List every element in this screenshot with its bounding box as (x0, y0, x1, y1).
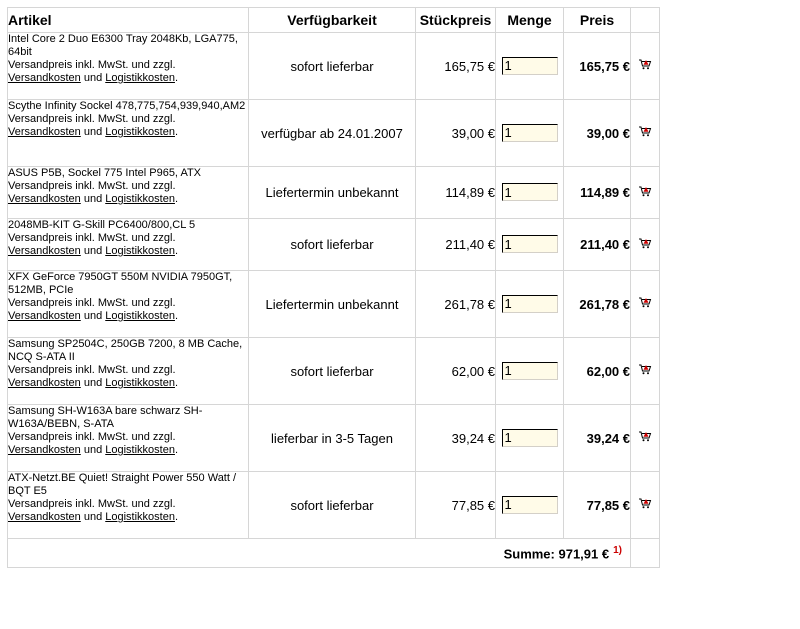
shipping-note: Versandpreis inkl. MwSt. und zzgl. (8, 431, 176, 443)
header-row (8, 8, 660, 33)
shipping-note: Versandpreis inkl. MwSt. und zzgl. (8, 180, 176, 192)
header-artikel: Artikel (8, 8, 249, 33)
quantity-input[interactable] (502, 124, 558, 142)
cart-item-action-cell (631, 219, 660, 271)
cart-item-price: 39,00 € (564, 100, 631, 167)
logistics-costs-link[interactable]: Logistikkosten (105, 444, 175, 456)
shipping-joiner: und (80, 193, 106, 205)
cart-item-price: 165,75 € (564, 33, 631, 100)
cart-item-cell (8, 472, 249, 539)
shipping-costs-link[interactable]: Versandkosten (8, 511, 81, 523)
cart-item-quantity-cell (496, 338, 564, 405)
cart-item-quantity-cell (496, 33, 564, 100)
shipping-suffix: . (174, 126, 179, 138)
shipping-suffix: . (174, 245, 179, 257)
shipping-note: Versandpreis inkl. MwSt. und zzgl. (8, 113, 176, 125)
cart-item-price: 211,40 € (564, 219, 631, 271)
shipping-suffix: . (174, 377, 179, 389)
cart-item-name[interactable]: Scythe Infinity Sockel 478,775,754,939,940,AM2 (8, 100, 246, 112)
cart-item-cell (8, 100, 249, 167)
summary-row (8, 539, 660, 568)
logistics-costs-link[interactable]: Logistikkosten (105, 310, 175, 322)
cart-item-name[interactable]: 2048MB-KIT G-Skill PC6400/800,CL 5 (8, 219, 196, 231)
cart-item-unit-price: 62,00 € (416, 338, 496, 405)
shipping-note: Versandpreis inkl. MwSt. und zzgl. (8, 498, 176, 510)
shipping-costs-link[interactable]: Versandkosten (8, 245, 81, 257)
remove-from-cart-icon[interactable] (638, 57, 652, 69)
shipping-costs-link[interactable]: Versandkosten (8, 72, 81, 84)
cart-item-availability: Liefertermin unbekannt (249, 167, 416, 219)
cart-item-action-cell (631, 338, 660, 405)
cart-item-name[interactable]: ATX-Netzt.BE Quiet! Straight Power 550 Watt / BQT E5 (8, 472, 237, 497)
cart-item-unit-price: 165,75 € (416, 33, 496, 100)
cart-item-quantity-cell (496, 100, 564, 167)
cart-row (8, 405, 660, 472)
cart-item-unit-price: 114,89 € (416, 167, 496, 219)
cart-row (8, 271, 660, 338)
cart-item-cell (8, 405, 249, 472)
cart-item-action-cell (631, 472, 660, 539)
cart-item-name[interactable]: XFX GeForce 7950GT 550M NVIDIA 7950GT, 512MB, PCIe (8, 271, 233, 296)
cart-item-action-cell (631, 405, 660, 472)
quantity-input[interactable] (502, 362, 558, 380)
cart-item-price: 62,00 € (564, 338, 631, 405)
shipping-costs-link[interactable]: Versandkosten (8, 193, 81, 205)
footnote-marker[interactable]: 1) (613, 544, 622, 556)
cart-item-name[interactable]: ASUS P5B, Sockel 775 Intel P965, ATX (8, 167, 202, 179)
shipping-note: Versandpreis inkl. MwSt. und zzgl. (8, 232, 176, 244)
cart-row (8, 219, 660, 271)
shipping-joiner: und (80, 444, 106, 456)
cart-item-action-cell (631, 100, 660, 167)
cart-row (8, 33, 660, 100)
shipping-costs-link[interactable]: Versandkosten (8, 377, 81, 389)
cart-item-availability: sofort lieferbar (249, 472, 416, 539)
logistics-costs-link[interactable]: Logistikkosten (105, 377, 175, 389)
logistics-costs-link[interactable]: Logistikkosten (105, 126, 175, 138)
cart-item-quantity-cell (496, 219, 564, 271)
header-menge: Menge (496, 8, 564, 33)
cart-item-quantity-cell (496, 405, 564, 472)
header-verfuegbarkeit: Verfügbarkeit (249, 8, 416, 33)
cart-item-availability: sofort lieferbar (249, 33, 416, 100)
shipping-joiner: und (80, 126, 106, 138)
shipping-joiner: und (80, 377, 106, 389)
shipping-note: Versandpreis inkl. MwSt. und zzgl. (8, 297, 176, 309)
logistics-costs-link[interactable]: Logistikkosten (105, 193, 175, 205)
shipping-joiner: und (80, 511, 106, 523)
quantity-input[interactable] (502, 295, 558, 313)
remove-from-cart-icon[interactable] (638, 496, 652, 508)
cart-item-price: 77,85 € (564, 472, 631, 539)
cart-item-unit-price: 261,78 € (416, 271, 496, 338)
quantity-input[interactable] (502, 183, 558, 201)
header-preis: Preis (564, 8, 631, 33)
remove-from-cart-icon[interactable] (638, 295, 652, 307)
cart-item-unit-price: 211,40 € (416, 219, 496, 271)
cart-item-name[interactable]: Intel Core 2 Duo E6300 Tray 2048Kb, LGA775, 64bit (8, 33, 238, 58)
shipping-joiner: und (80, 72, 106, 84)
cart-row (8, 472, 660, 539)
cart-item-unit-price: 39,24 € (416, 405, 496, 472)
cart-item-quantity-cell (496, 472, 564, 539)
cart-row (8, 338, 660, 405)
remove-from-cart-icon[interactable] (638, 362, 652, 374)
shipping-suffix: . (174, 511, 179, 523)
shipping-joiner: und (80, 245, 106, 257)
quantity-input[interactable] (502, 235, 558, 253)
cart-item-action-cell (631, 271, 660, 338)
cart-item-price: 261,78 € (564, 271, 631, 338)
cart-item-price: 114,89 € (564, 167, 631, 219)
shopping-cart-table (7, 7, 660, 568)
cart-item-price: 39,24 € (564, 405, 631, 472)
cart-item-availability: sofort lieferbar (249, 338, 416, 405)
quantity-input[interactable] (502, 57, 558, 75)
shipping-suffix: . (174, 193, 179, 205)
cart-item-cell (8, 338, 249, 405)
cart-item-action-cell (631, 167, 660, 219)
shipping-joiner: und (80, 310, 106, 322)
shipping-suffix: . (174, 310, 179, 322)
logistics-costs-link[interactable]: Logistikkosten (105, 245, 175, 257)
summary-cell (8, 539, 631, 568)
shipping-note: Versandpreis inkl. MwSt. und zzgl. (8, 364, 176, 376)
cart-item-availability: sofort lieferbar (249, 219, 416, 271)
summary-empty-cell (631, 539, 660, 568)
shipping-note: Versandpreis inkl. MwSt. und zzgl. (8, 59, 176, 71)
shipping-costs-link[interactable]: Versandkosten (8, 310, 81, 322)
cart-item-cell (8, 33, 249, 100)
cart-item-unit-price: 77,85 € (416, 472, 496, 539)
shipping-suffix: . (174, 444, 179, 456)
cart-item-availability: verfügbar ab 24.01.2007 (249, 100, 416, 167)
cart-item-unit-price: 39,00 € (416, 100, 496, 167)
cart-item-cell (8, 271, 249, 338)
header-stueckpreis: Stückpreis (416, 8, 496, 33)
cart-item-availability: Liefertermin unbekannt (249, 271, 416, 338)
cart-item-name[interactable]: Samsung SP2504C, 250GB 7200, 8 MB Cache, NCQ S-ATA II (8, 338, 243, 363)
cart-item-cell (8, 167, 249, 219)
cart-item-action-cell (631, 33, 660, 100)
shipping-suffix: . (174, 72, 179, 84)
logistics-costs-link[interactable]: Logistikkosten (105, 72, 175, 84)
quantity-input[interactable] (502, 496, 558, 514)
remove-from-cart-icon[interactable] (638, 236, 652, 248)
quantity-input[interactable] (502, 429, 558, 447)
remove-from-cart-icon[interactable] (638, 429, 652, 441)
header-action (631, 8, 660, 33)
remove-from-cart-icon[interactable] (638, 124, 652, 136)
cart-item-quantity-cell (496, 167, 564, 219)
total-sum: Summe: 971,91 € (503, 546, 610, 562)
remove-from-cart-icon[interactable] (638, 184, 652, 196)
shipping-costs-link[interactable]: Versandkosten (8, 126, 81, 138)
cart-row (8, 100, 660, 167)
cart-item-availability: lieferbar in 3-5 Tagen (249, 405, 416, 472)
cart-item-quantity-cell (496, 271, 564, 338)
cart-row (8, 167, 660, 219)
shipping-costs-link[interactable]: Versandkosten (8, 444, 81, 456)
cart-item-cell (8, 219, 249, 271)
cart-item-name[interactable]: Samsung SH-W163A bare schwarz SH-W163A/BEBN, S-ATA (8, 405, 203, 430)
logistics-costs-link[interactable]: Logistikkosten (105, 511, 175, 523)
